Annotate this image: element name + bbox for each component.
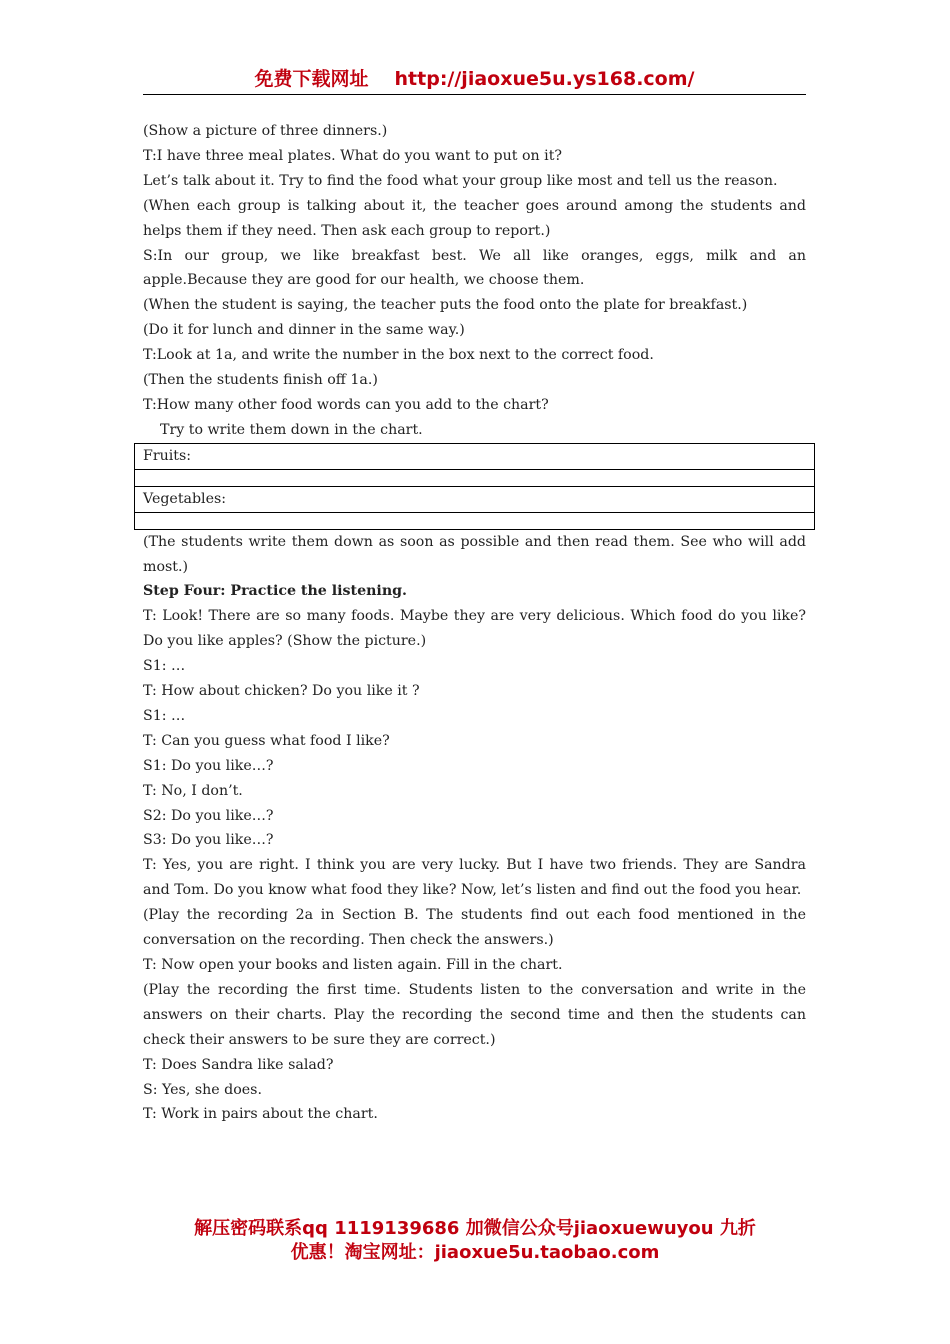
paragraph: (Play the recording 2a in Section B. The students find out each food mentioned in the conversation on the recording. Then check the answers.) (143, 907, 806, 949)
fruits-label-cell: Fruits: (135, 443, 815, 469)
paragraph: (When each group is talking about it, the teacher goes around among the students and helps them if they need. Then ask each group to report.) (143, 197, 806, 239)
paragraph: (The students write them down as soon as possible and then read them. See who will add most.) (143, 533, 806, 575)
page-footer (130, 1217, 820, 1265)
paragraph: T:Look at 1a, and write the number in the box next to the correct food. (143, 347, 654, 364)
food-chart-table (134, 443, 815, 530)
paragraph: (When the student is saying, the teacher puts the food onto the plate for breakfast.) (143, 297, 748, 314)
paragraph: Let’s talk about it. Try to find the food what your group like most and tell us the reason. (143, 172, 778, 189)
paragraph: S1: Do you like…? (143, 757, 274, 774)
paragraph: T: Yes, you are right. I think you are very lucky. But I have two friends. They are Sandra and Tom. Do you know what food they like? Now, let’s listen and find out the food you hear. (143, 857, 806, 899)
paragraph: Try to write them down in the chart. (160, 421, 423, 438)
table-row (135, 512, 815, 529)
section-heading: Step Four: Practice the listening. (143, 583, 407, 600)
site-url-link[interactable]: http://jiaoxue5u.ys168.com/ (394, 68, 695, 90)
site-name: 免费下载网址 (254, 68, 369, 90)
page-header (143, 66, 806, 95)
vegetables-label-cell: Vegetables: (135, 486, 815, 512)
paragraph: T: Does Sandra like salad? (143, 1056, 334, 1073)
paragraph: T: No, I don’t. (143, 782, 243, 799)
paragraph: (Show a picture of three dinners.) (143, 123, 388, 139)
paragraph: S2: Do you like…? (143, 807, 274, 824)
paragraph: S1: … (143, 707, 186, 724)
paragraph: (Then the students finish off 1a.) (143, 372, 378, 389)
table-row (135, 443, 815, 469)
paragraph: S1: … (143, 658, 186, 675)
paragraph: (Play the recording the first time. Students listen to the conversation and write in the answers on their charts. Play the recording the second time and then the students can check their answers to be sure they are correct.) (143, 981, 806, 1048)
footer-contact-line: 解压密码联系qq 1119139686 加微信公众号jiaoxuewuyou 九折 (194, 1218, 756, 1239)
paragraph: T:I have three meal plates. What do you want to put on it? (143, 147, 563, 164)
paragraph: T: Look! There are so many foods. Maybe they are very delicious. Which food do you like? Do you like apples? (Show the picture.) (143, 608, 806, 650)
paragraph: S: Yes, she does. (143, 1081, 262, 1098)
paragraph: S3: Do you like…? (143, 832, 274, 849)
paragraph: T: How about chicken? Do you like it ? (143, 683, 420, 700)
vegetables-answer-cell (135, 512, 815, 529)
paragraph: T: Work in pairs about the chart. (143, 1106, 378, 1123)
footer-shop-line: 优惠！淘宝网址：jiaoxue5u.taobao.com (290, 1242, 660, 1263)
paragraph: (Do it for lunch and dinner in the same way.) (143, 322, 465, 339)
table-row (135, 486, 815, 512)
document-body (143, 119, 806, 1127)
paragraph: T:How many other food words can you add to the chart? (143, 396, 549, 413)
paragraph: T: Now open your books and listen again. Fill in the chart. (143, 957, 563, 973)
fruits-answer-cell (135, 469, 815, 486)
paragraph: T: Can you guess what food I like? (143, 732, 390, 749)
table-row (135, 469, 815, 486)
paragraph: S:In our group, we like breakfast best. We all like oranges, eggs, milk and an apple.Because they are good for our health, we choose them. (143, 247, 806, 289)
